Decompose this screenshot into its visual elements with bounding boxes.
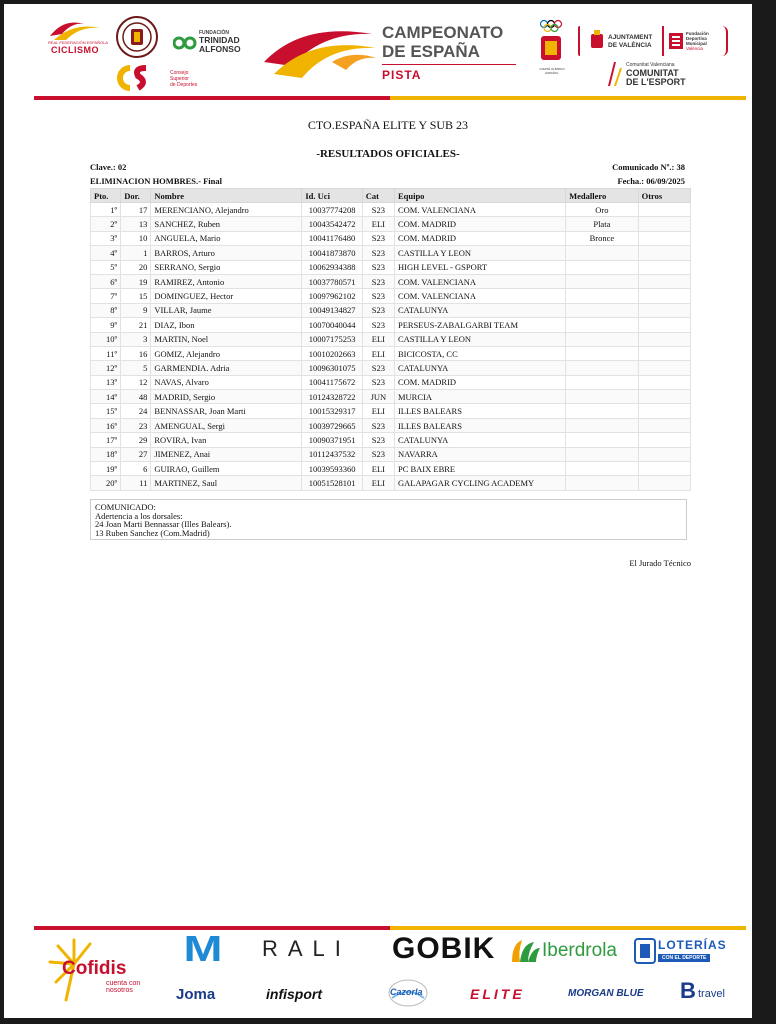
table-cell: 6: [121, 462, 151, 476]
coe-label: COMITÉ OLÍMPICO ESPAÑOL: [539, 67, 565, 75]
iberdrola-leaf-icon: [508, 938, 542, 964]
csd-line2: Superior: [170, 76, 189, 82]
table-cell: [638, 476, 690, 490]
table-cell: 10039593360: [302, 462, 362, 476]
cazorla-logo: Cazorla: [390, 987, 423, 997]
fdm-line3: Municipal: [686, 41, 707, 46]
comunicado-line: COMUNICADO:: [95, 502, 156, 512]
table-cell: 10051528101: [302, 476, 362, 490]
iberdrola-logo: Iberdrola: [542, 940, 617, 961]
table-cell: [638, 418, 690, 432]
table-cell: CATALUNYA: [394, 303, 565, 317]
table-row: [91, 332, 691, 346]
table-cell: COM. MADRID: [394, 217, 565, 231]
table-cell: AMENGUAL, Sergi: [151, 418, 302, 432]
table-cell: VILLAR, Jaume: [151, 303, 302, 317]
table-cell: [566, 418, 638, 432]
header-rule: [34, 96, 746, 100]
table-cell: SANCHEZ, Ruben: [151, 217, 302, 231]
table-row: [91, 203, 691, 217]
table-cell: 15º: [91, 404, 121, 418]
table-cell: S23: [362, 260, 394, 274]
table-cell: 10070040044: [302, 318, 362, 332]
table-cell: 10090371951: [302, 433, 362, 447]
table-cell: 10062934388: [302, 260, 362, 274]
table-cell: 21: [121, 318, 151, 332]
table-cell: 10: [121, 231, 151, 245]
table-cell: S23: [362, 433, 394, 447]
loterias-logo: LOTERÍAS: [658, 938, 727, 952]
table-cell: [566, 462, 638, 476]
clave-label: Clave.: 02: [90, 162, 127, 172]
table-cell: S23: [362, 303, 394, 317]
table-cell: [566, 447, 638, 461]
cv-line3: DE L'ESPORT: [626, 77, 686, 87]
table-cell: [638, 375, 690, 389]
table-cell: 10041175672: [302, 375, 362, 389]
table-cell: GALAPAGAR CYCLING ACADEMY: [394, 476, 565, 490]
table-cell: RAMIREZ, Antonio: [151, 274, 302, 288]
table-cell: 10º: [91, 332, 121, 346]
table-cell: GARMENDIA. Adria: [151, 361, 302, 375]
csd-line3: de Deportes: [170, 82, 198, 88]
table-cell: [638, 390, 690, 404]
table-cell: 10007175253: [302, 332, 362, 346]
table-cell: [638, 346, 690, 360]
table-cell: [566, 476, 638, 490]
table-cell: SERRANO, Sergio: [151, 260, 302, 274]
btravel-logo: travel: [698, 988, 725, 1000]
table-cell: 29: [121, 433, 151, 447]
table-cell: 11: [121, 476, 151, 490]
cofidis-logo: Cofidis: [62, 958, 127, 979]
table-cell: [638, 433, 690, 447]
table-cell: S23: [362, 375, 394, 389]
table-cell: 10043542472: [302, 217, 362, 231]
table-cell: ELI: [362, 346, 394, 360]
cofidis-tag1: cuenta con: [106, 980, 141, 987]
results-body: [91, 203, 691, 491]
campeonato-line3: PISTA: [382, 68, 422, 82]
divider-bar: [662, 26, 666, 56]
fundacion-line3: ALFONSO: [199, 44, 241, 54]
table-cell: 2º: [91, 217, 121, 231]
table-cell: [638, 361, 690, 375]
table-cell: S23: [362, 231, 394, 245]
rfec-label: CICLISMO: [51, 45, 99, 55]
col-header: Otros: [638, 189, 690, 203]
table-cell: [566, 303, 638, 317]
table-cell: Oro: [566, 203, 638, 217]
table-cell: [638, 404, 690, 418]
table-cell: 15: [121, 289, 151, 303]
jurado-signature: El Jurado Técnico: [629, 558, 691, 568]
table-cell: 19: [121, 274, 151, 288]
table-cell: CASTILLA Y LEON: [394, 246, 565, 260]
table-cell: 12º: [91, 361, 121, 375]
campeonato-swoosh-icon: [262, 22, 378, 82]
comunicado-line: 24 Joan Marti Bennassar (Illes Balears).: [95, 519, 232, 530]
table-cell: 4º: [91, 246, 121, 260]
table-cell: GUIRAO, Guillem: [151, 462, 302, 476]
table-cell: 18º: [91, 447, 121, 461]
ajuntament-line2: DE VALÈNCIA: [608, 42, 652, 49]
table-cell: ILLES BALEARS: [394, 404, 565, 418]
table-cell: [638, 217, 690, 231]
table-cell: S23: [362, 318, 394, 332]
table-cell: [566, 390, 638, 404]
comunitat-esport-icon: [604, 60, 624, 88]
table-row: [91, 231, 691, 245]
table-cell: 16: [121, 346, 151, 360]
campeonato-line2: DE ESPAÑA: [382, 42, 480, 61]
table-cell: [638, 246, 690, 260]
table-cell: 10112437532: [302, 447, 362, 461]
table-cell: 5º: [91, 260, 121, 274]
table-cell: COM. VALENCIANA: [394, 203, 565, 217]
table-cell: 27: [121, 447, 151, 461]
table-cell: 5: [121, 361, 151, 375]
table-cell: 9: [121, 303, 151, 317]
fdm-line2: Deportiva: [686, 36, 707, 41]
table-cell: [566, 433, 638, 447]
csd-line1: Consejo: [170, 70, 189, 76]
table-row: [91, 274, 691, 288]
campeonato-line1: CAMPEONATO: [382, 23, 504, 42]
col-header: Nombre: [151, 189, 302, 203]
table-row: [91, 246, 691, 260]
table-cell: 10096301075: [302, 361, 362, 375]
fdm-line1: Fundación: [686, 31, 709, 36]
fdm-logo-icon: [668, 32, 684, 50]
table-cell: [638, 332, 690, 346]
fecha-label: Fecha.: 06/09/2025: [617, 176, 685, 186]
fdm-line4: València: [686, 46, 703, 51]
loterias-icon: [634, 938, 656, 964]
table-cell: Plata: [566, 217, 638, 231]
col-header: Equipo: [394, 189, 565, 203]
table-cell: [566, 361, 638, 375]
table-cell: DOMINGUEZ, Hector: [151, 289, 302, 303]
table-cell: PERSEUS-ZABALGARBI TEAM: [394, 318, 565, 332]
table-cell: 10097962102: [302, 289, 362, 303]
campeonato-divider: [382, 64, 516, 65]
table-row: [91, 361, 691, 375]
table-cell: [566, 260, 638, 274]
elite-logo: ELITE: [470, 986, 525, 1002]
table-cell: BENNASSAR, Joan Marti: [151, 404, 302, 418]
table-cell: 10039729665: [302, 418, 362, 432]
table-cell: MURCIA: [394, 390, 565, 404]
table-cell: [566, 318, 638, 332]
table-cell: [638, 462, 690, 476]
table-cell: PC BAIX EBRE: [394, 462, 565, 476]
table-cell: BARROS, Arturo: [151, 246, 302, 260]
table-cell: S23: [362, 246, 394, 260]
comunicado-number: Comunicado Nº.: 38: [612, 162, 685, 172]
table-cell: S23: [362, 289, 394, 303]
table-cell: MARTIN, Noel: [151, 332, 302, 346]
table-cell: BICICOSTA, CC: [394, 346, 565, 360]
table-cell: 20: [121, 260, 151, 274]
table-row: [91, 433, 691, 447]
table-cell: 20º: [91, 476, 121, 490]
table-cell: S23: [362, 203, 394, 217]
table-row: [91, 462, 691, 476]
morgan-blue-logo: MORGAN BLUE: [568, 988, 644, 999]
table-cell: S23: [362, 361, 394, 375]
table-cell: 10049134827: [302, 303, 362, 317]
table-cell: 24: [121, 404, 151, 418]
footer-rule: [34, 926, 746, 930]
prueba-label: ELIMINACION HOMBRES.- Final: [90, 176, 222, 186]
comunicado-line: Adertencia a los dorsales:: [95, 510, 183, 521]
table-cell: 17: [121, 203, 151, 217]
ajuntament-line1: AJUNTAMENT: [608, 34, 653, 41]
table-cell: COM. MADRID: [394, 231, 565, 245]
table-cell: [566, 375, 638, 389]
table-cell: 6º: [91, 274, 121, 288]
table-cell: ELI: [362, 404, 394, 418]
fundacion-line2: TRINIDAD: [199, 35, 240, 45]
table-cell: ELI: [362, 217, 394, 231]
table-cell: 10037780571: [302, 274, 362, 288]
table-cell: ANGUELA, Mario: [151, 231, 302, 245]
table-cell: [638, 289, 690, 303]
table-cell: ROVIRA, Ivan: [151, 433, 302, 447]
table-cell: 10037774208: [302, 203, 362, 217]
table-cell: JIMENEZ, Anai: [151, 447, 302, 461]
table-cell: S23: [362, 418, 394, 432]
table-cell: 1º: [91, 203, 121, 217]
table-row: [91, 390, 691, 404]
table-cell: COM. MADRID: [394, 375, 565, 389]
table-row: [91, 404, 691, 418]
table-cell: [638, 447, 690, 461]
table-cell: MARTINEZ, Saul: [151, 476, 302, 490]
table-cell: 13º: [91, 375, 121, 389]
table-cell: MERENCIANO, Alejandro: [151, 203, 302, 217]
table-cell: 8º: [91, 303, 121, 317]
table-cell: NAVAS, Alvaro: [151, 375, 302, 389]
table-cell: 11º: [91, 346, 121, 360]
table-cell: ELI: [362, 476, 394, 490]
table-cell: 48: [121, 390, 151, 404]
divider-paren-right: [722, 26, 728, 56]
table-cell: 10041176480: [302, 231, 362, 245]
table-row: [91, 346, 691, 360]
table-cell: ELI: [362, 332, 394, 346]
table-cell: [566, 246, 638, 260]
table-cell: 23: [121, 418, 151, 432]
document-title: CTO.ESPAÑA ELITE Y SUB 23: [307, 118, 469, 132]
table-cell: S23: [362, 447, 394, 461]
table-cell: 14º: [91, 390, 121, 404]
cv-line1: Comunitat Valenciana: [626, 62, 675, 68]
table-row: [91, 289, 691, 303]
rali-logo: RALI: [262, 936, 351, 961]
table-cell: [638, 274, 690, 288]
table-cell: [638, 260, 690, 274]
table-cell: 19º: [91, 462, 121, 476]
table-cell: [566, 404, 638, 418]
table-cell: ILLES BALEARS: [394, 418, 565, 432]
fundacion-line1: FUNDACIÓN: [199, 30, 229, 36]
table-cell: 9º: [91, 318, 121, 332]
document-subtitle: -RESULTADOS OFICIALES-: [316, 148, 460, 160]
table-cell: S23: [362, 274, 394, 288]
gobik-logo: GOBIK: [392, 932, 496, 965]
table-cell: [566, 274, 638, 288]
divider-paren-left: [578, 26, 582, 56]
table-cell: DIAZ, Ibon: [151, 318, 302, 332]
comunicado-box: [90, 499, 687, 540]
table-cell: ELI: [362, 462, 394, 476]
table-cell: NAVARRA: [394, 447, 565, 461]
table-cell: GOMIZ, Alejandro: [151, 346, 302, 360]
table-cell: MADRID, Sergio: [151, 390, 302, 404]
table-cell: JUN: [362, 390, 394, 404]
table-cell: 16º: [91, 418, 121, 432]
table-cell: 12: [121, 375, 151, 389]
table-cell: COM. VALENCIANA: [394, 274, 565, 288]
table-cell: [638, 203, 690, 217]
table-cell: CASTILLA Y LEON: [394, 332, 565, 346]
col-header: Id. Uci: [302, 189, 362, 203]
table-cell: HIGH LEVEL - GSPORT: [394, 260, 565, 274]
table-cell: 1: [121, 246, 151, 260]
table-cell: [638, 231, 690, 245]
csd-logo-icon: [108, 64, 166, 92]
results-table: [90, 188, 691, 491]
col-header: Cat: [362, 189, 394, 203]
table-row: [91, 476, 691, 490]
table-row: [91, 418, 691, 432]
document-page: [4, 4, 752, 1018]
loterias-sub: CON EL DEPORTE: [658, 954, 710, 962]
ajuntament-crest-icon: [588, 30, 606, 52]
cofidis-tag2: nosotros: [106, 987, 133, 994]
table-cell: 10124328722: [302, 390, 362, 404]
col-header: Pto.: [91, 189, 121, 203]
table-cell: 10010202663: [302, 346, 362, 360]
btravel-b: B: [680, 978, 696, 1003]
table-cell: [566, 346, 638, 360]
coe-logo-icon: [536, 18, 566, 66]
rfec-small-label: REAL FEDERACIÓN ESPAÑOLA: [48, 40, 109, 45]
table-row: [91, 303, 691, 317]
table-cell: CATALUNYA: [394, 361, 565, 375]
fundacion-logo-icon: [173, 32, 197, 52]
table-cell: [638, 318, 690, 332]
table-cell: CATALUNYA: [394, 433, 565, 447]
table-row: [91, 318, 691, 332]
joma-logo: Joma: [176, 986, 216, 1003]
col-header: Medallero: [566, 189, 638, 203]
cv-line2: COMUNITAT: [626, 68, 679, 78]
table-cell: 13: [121, 217, 151, 231]
infisport-logo: infisport: [266, 986, 322, 1002]
table-cell: Bronce: [566, 231, 638, 245]
seal-icon: [116, 16, 158, 58]
table-header-row: [91, 189, 691, 203]
table-cell: COM. VALENCIANA: [394, 289, 565, 303]
comunicado-line: 13 Ruben Sanchez (Com.Madrid): [95, 527, 210, 538]
table-cell: 7º: [91, 289, 121, 303]
table-cell: 10041873870: [302, 246, 362, 260]
movistar-logo: M: [183, 928, 223, 969]
table-cell: [566, 332, 638, 346]
table-cell: 3º: [91, 231, 121, 245]
table-cell: 10015329317: [302, 404, 362, 418]
col-header: Dor.: [121, 189, 151, 203]
table-cell: [638, 303, 690, 317]
table-row: [91, 217, 691, 231]
table-cell: [566, 289, 638, 303]
table-row: [91, 375, 691, 389]
table-row: [91, 260, 691, 274]
table-cell: 17º: [91, 433, 121, 447]
table-row: [91, 447, 691, 461]
table-cell: 3: [121, 332, 151, 346]
